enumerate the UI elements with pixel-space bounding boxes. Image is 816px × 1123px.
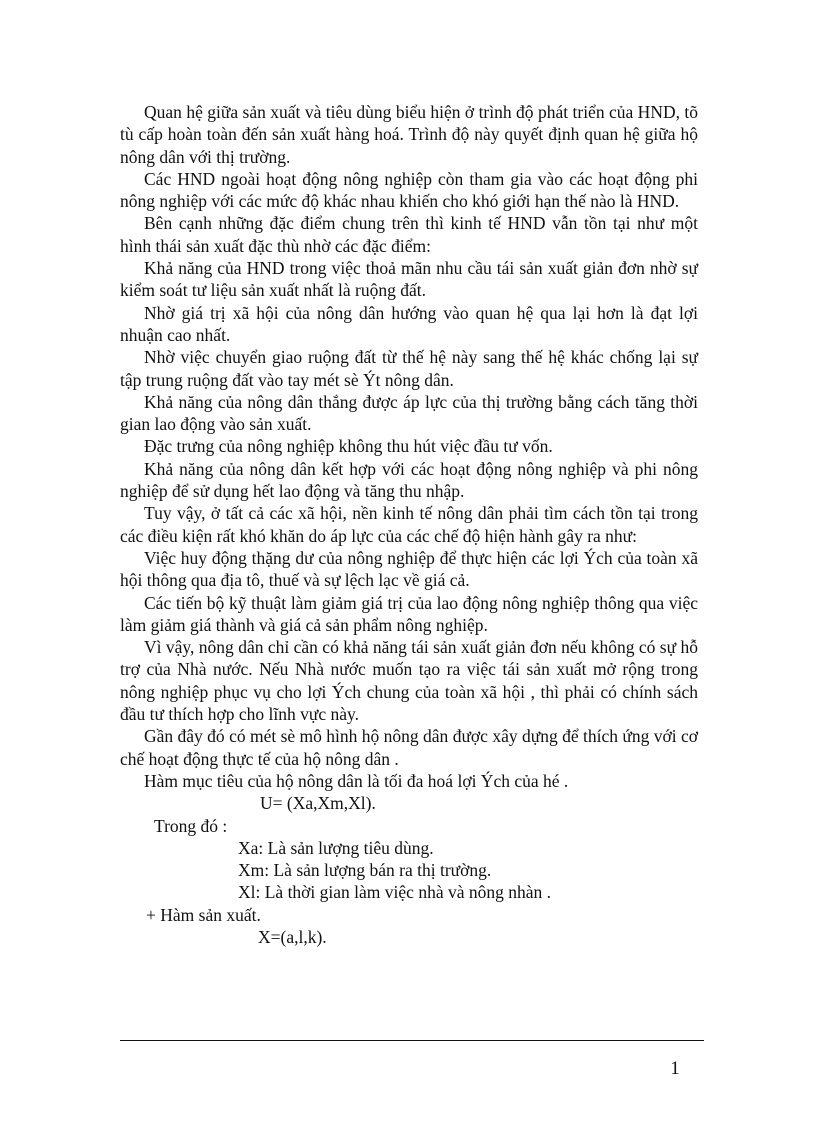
paragraph: Các tiến bộ kỹ thuật làm giảm giá trị của lao động nông nghiệp thông qua việc làm giảm giá thành và giá cả sản phẩm nông nghiệp. [120,592,698,635]
paragraph: Gần đây đó có mét sè mô hình hộ nông dân được xây dựng để thích ứng với cơ chế hoạt động thực tế của hộ nông dân . [120,726,698,769]
paragraph: Đặc trưng của nông nghiệp không thu hút việc đầu tư vốn. [144,436,553,457]
paragraph: Các HND ngoài hoạt động nông nghiệp còn tham gia vào các hoạt động phi nông nghiệp với các mức độ khác nhau khiến cho khó giới hạn thế nào là HND. [120,168,698,212]
paragraph: Bên cạnh những đặc điểm chung trên thì kinh tế HND vẫn tồn tại như một hình thái sản xuất đặc thù nhờ các đặc điểm: [120,213,698,256]
paragraph: Khả năng của nông dân thắng được áp lực của thị trường bằng cách tăng thời gian lao động vào sản xuất. [120,391,698,435]
paragraph: Nhờ việc chuyển giao ruộng đất từ thế hệ này sang thế hệ khác chống lại sự tập trung ruộng đất vào tay mét sè Ýt nông dân. [120,347,698,390]
paragraph: Hàm mục tiêu của hộ nông dân là tối đa hoá lợi Ých của hé . [144,770,569,791]
production-label: + Hàm sản xuất. [146,904,261,925]
production-formula: X=(a,l,k). [258,926,327,947]
paragraph: Tuy vậy, ở tất cả các xã hội, nền kinh tế nông dân phải tìm cách tồn tại trong các điều kiện rất khó khăn do áp lực của các chế độ hiện hành gây ra như: [120,503,698,546]
footer-divider [120,1040,704,1041]
definition-xm: Xm: Là sản lượng bán ra thị trường. [238,860,492,881]
utility-formula: U= (Xa,Xm,Xl). [260,793,376,814]
paragraph: Nhờ giá trị xã hội của nông dân hướng vào quan hệ qua lại hơn là đạt lợi nhuận cao nhất. [120,302,698,345]
page-body [120,101,698,948]
paragraph: Quan hệ giữa sản xuất và tiêu dùng biểu hiện ở trình độ phát triển của HND, tõ tù cấp hoàn toàn đến sản xuất hàng hoá. Trình độ này quyết định quan hệ giữa hộ nông dân với thị trường. [120,102,698,167]
paragraph: Khả năng của HND trong việc thoả mãn nhu cầu tái sản xuất giản đơn nhờ sự kiểm soát tư liệu sản xuất nhất là ruộng đất. [120,258,698,301]
paragraph: Vì vậy, nông dân chỉ cần có khả năng tái sản xuất giản đơn nếu không có sự hỗ trợ của Nhà nước. Nếu Nhà nước muốn tạo ra việc tái sản xuất mở rộng trong nông nghiệp phục vụ cho lợi Ých chung của toàn xã hội , thì phải có chính sách đầu tư thích hợp cho lĩnh vực này. [120,637,698,725]
definition-xa: Xa: Là sản lượng tiêu dùng. [238,837,434,858]
definition-xl: Xl: Là thời gian làm việc nhà và nông nhàn . [238,882,551,903]
where-label: Trong đó : [154,815,228,836]
page-number: 1 [670,1058,680,1079]
paragraph: Việc huy động thặng dư của nông nghiệp để thực hiện các lợi Ých của toàn xã hội thông qua địa tô, thuế và sự lệch lạc về giá cả. [120,547,698,591]
paragraph: Khả năng của nông dân kết hợp với các hoạt động nông nghiệp và phi nông nghiệp để sử dụng hết lao động và tăng thu nhập. [120,458,698,502]
